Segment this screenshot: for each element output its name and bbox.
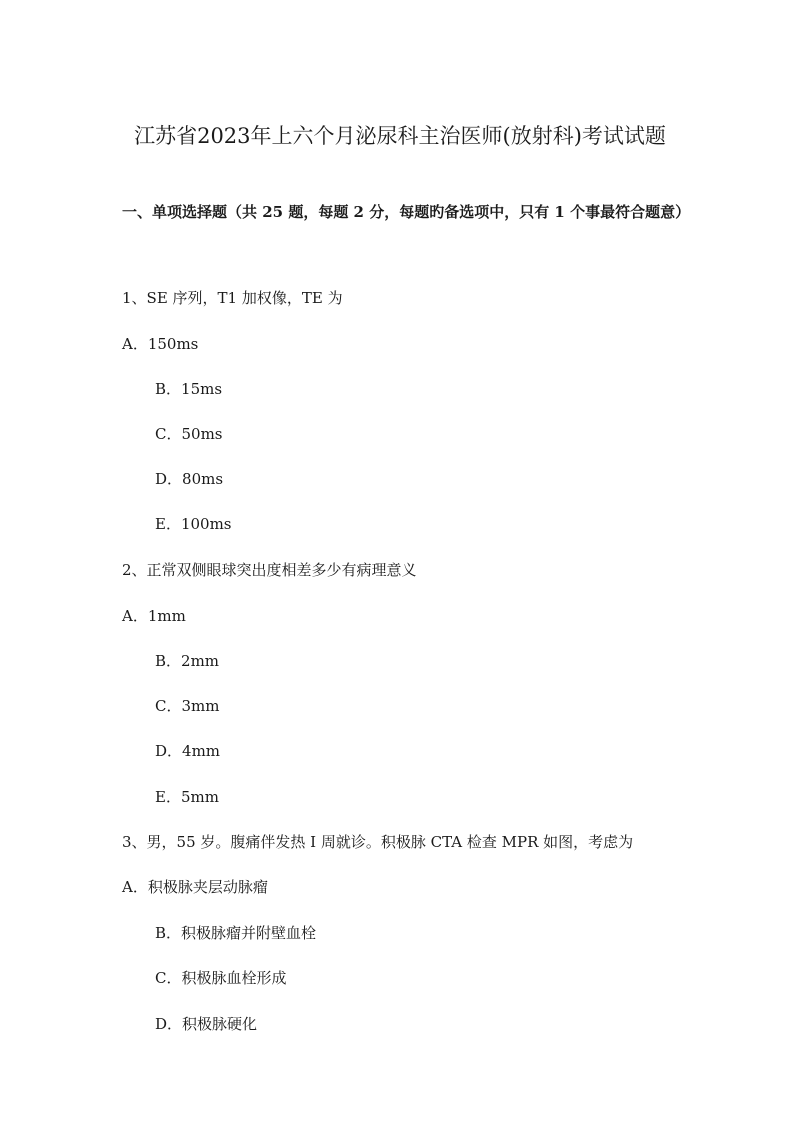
page-title: 江苏省2023年上六个月泌尿科主治医师(放射科)考试试题	[134, 124, 666, 148]
question-2-option-a: A．1mm	[122, 607, 186, 625]
question-2-option-b: B．2mm	[155, 652, 220, 670]
question-2-option-c: C．3mm	[155, 697, 220, 715]
question-1-option-a: A．150ms	[122, 335, 199, 353]
question-3-text: 3、男，55 岁。腹痛伴发热 I 周就诊。积极脉 CTA 检查 MPR 如图，考虑为	[122, 833, 634, 851]
question-1-option-b: B．15ms	[155, 380, 223, 398]
question-3-option-a: A．积极脉夹层动脉瘤	[122, 878, 268, 896]
question-2-option-e: E．5mm	[155, 788, 219, 806]
question-1-option-e: E．100ms	[155, 515, 232, 533]
question-1-text: 1、SE 序列，T1 加权像，TE 为	[122, 289, 343, 307]
question-3-option-b: B．积极脉瘤并附壁血栓	[155, 924, 317, 942]
question-2-option-d: D．4mm	[155, 742, 221, 760]
question-3-option-d: D．积极脉硬化	[155, 1015, 258, 1033]
section-heading: 一、单项选择题（共 25 题，每题 2 分，每题旳备选项中，只有 1 个事最符合题意）	[122, 203, 691, 221]
question-1-option-c: C．50ms	[155, 425, 223, 443]
question-1-option-d: D．80ms	[155, 470, 224, 488]
question-3-option-c: C．积极脉血栓形成	[155, 969, 287, 987]
question-2-text: 2、正常双侧眼球突出度相差多少有病理意义	[122, 561, 417, 579]
